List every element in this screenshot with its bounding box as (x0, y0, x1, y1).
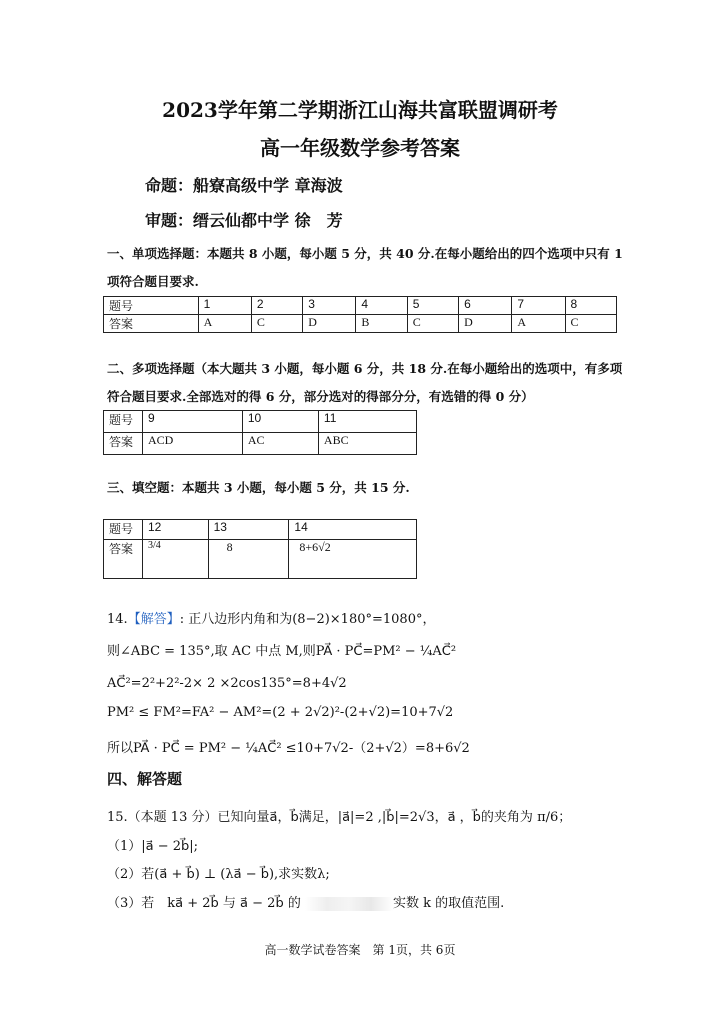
cell: A (512, 315, 565, 333)
document-subtitle: 高一年级数学参考答案 (260, 136, 460, 160)
table-row (104, 520, 417, 540)
cell: 6 (459, 297, 512, 315)
cell: C (565, 315, 616, 333)
cell: 3 (303, 297, 356, 315)
cell: 1 (198, 297, 251, 315)
problem-number: 14. (107, 612, 128, 627)
solution14-line: PM² ≤ FM²=FA² − AM²=(2 + 2√2)²-(2+√2)=10+7√2 (107, 705, 454, 720)
section1-answer-table (103, 296, 617, 333)
cell: D (459, 315, 512, 333)
solution14-line: 则∠ABC = 135°,取 AC 中点 M,则PA⃗ · PC⃗=PM² − ¼AC⃗² (107, 644, 457, 659)
cell: 12 (143, 520, 209, 540)
table-row (104, 315, 617, 333)
solution-tag: 【解答】 (127, 612, 180, 627)
solution14-line: AC⃗²=2²+2²-2× 2 ×2cos135°=8+4√2 (107, 676, 347, 691)
cell: ABC (318, 433, 416, 455)
cell: 13 (208, 520, 289, 540)
cell: 4 (356, 297, 407, 315)
cell: 8+6√2 (289, 540, 417, 579)
solution-text: : 正八边形内角和为(8−2)×180°=1080°， (179, 612, 436, 627)
cell: 14 (289, 520, 417, 540)
problem15-part (107, 892, 504, 911)
page-footer: 高一数学试卷答案 第 1页，共 6页 (264, 943, 456, 957)
problem15-statement: 15.（本题 13 分）已知向量a⃗，b⃗满足，|a⃗|=2 ,|b⃗|=2√3，a⃗ ，b⃗的夹角为 π/6； (107, 810, 572, 825)
cell: 9 (143, 411, 243, 433)
cell: 2 (251, 297, 302, 315)
cell: 3/4 (143, 540, 209, 579)
cell: 8 (208, 540, 289, 579)
problem15-part: （1）|a⃗ − 2b⃗|; (107, 839, 199, 854)
cell: A (198, 315, 251, 333)
cell: 11 (318, 411, 416, 433)
part-text: （3）若 ka⃗ + 2b⃗ 与 a⃗ − 2b⃗ 的 (107, 896, 301, 911)
cell: C (251, 315, 302, 333)
row-label: 答案 (104, 315, 199, 333)
section1-heading: 一、单项选择题：本题共 8 小题，每小题 5 分，共 40 分.在每小题给出的四个选项中只有 1 (107, 246, 623, 261)
row-label: 题号 (104, 411, 143, 433)
problem15-part: （2）若(a⃗ + b⃗) ⊥ (λa⃗ − b⃗),求实数λ; (107, 867, 330, 882)
solution14-line (107, 608, 435, 627)
row-label: 答案 (104, 540, 143, 579)
cell: ACD (143, 433, 243, 455)
table-row (104, 540, 417, 579)
section4-heading: 四、解答题 (107, 770, 183, 788)
cell: AC (242, 433, 318, 455)
section2-heading-cont: 符合题目要求.全部选对的得 6 分，部分选对的得部分分，有选错的得 0 分） (107, 389, 534, 404)
cell: 10 (242, 411, 318, 433)
solution14-line: 所以PA⃗ · PC⃗ = PM² − ¼AC⃗² ≤10+7√2-（2+√2）=8+6√2 (107, 741, 470, 756)
section3-heading: 三、填空题：本题共 3 小题，每小题 5 分，共 15 分. (107, 480, 410, 495)
part-text: 实数 k 的取值范围. (392, 896, 505, 911)
cell: C (407, 315, 458, 333)
cell: D (303, 315, 356, 333)
cell: 7 (512, 297, 565, 315)
row-label: 答案 (104, 433, 143, 455)
table-row (104, 297, 617, 315)
cell: B (356, 315, 407, 333)
section2-heading: 二、多项选择题（本大题共 3 小题，每小题 6 分，共 18 分.在每小题给出的选项中，有多项 (107, 361, 623, 376)
table-row (104, 411, 417, 433)
document-title: 2023学年第二学期浙江山海共富联盟调研考 (162, 98, 558, 122)
row-label: 题号 (104, 297, 199, 315)
cell: 8 (565, 297, 616, 315)
table-row (104, 433, 417, 455)
section1-heading-cont: 项符合题目要求. (107, 274, 199, 289)
row-label: 题号 (104, 520, 143, 540)
reviewer-line: 审题：缙云仙都中学 徐 芳 (145, 211, 343, 230)
blurred-region (305, 897, 393, 911)
cell: 5 (407, 297, 458, 315)
section2-answer-table (103, 410, 417, 455)
author-line: 命题：船寮高级中学 章海波 (145, 176, 343, 195)
section3-answer-table (103, 519, 417, 579)
